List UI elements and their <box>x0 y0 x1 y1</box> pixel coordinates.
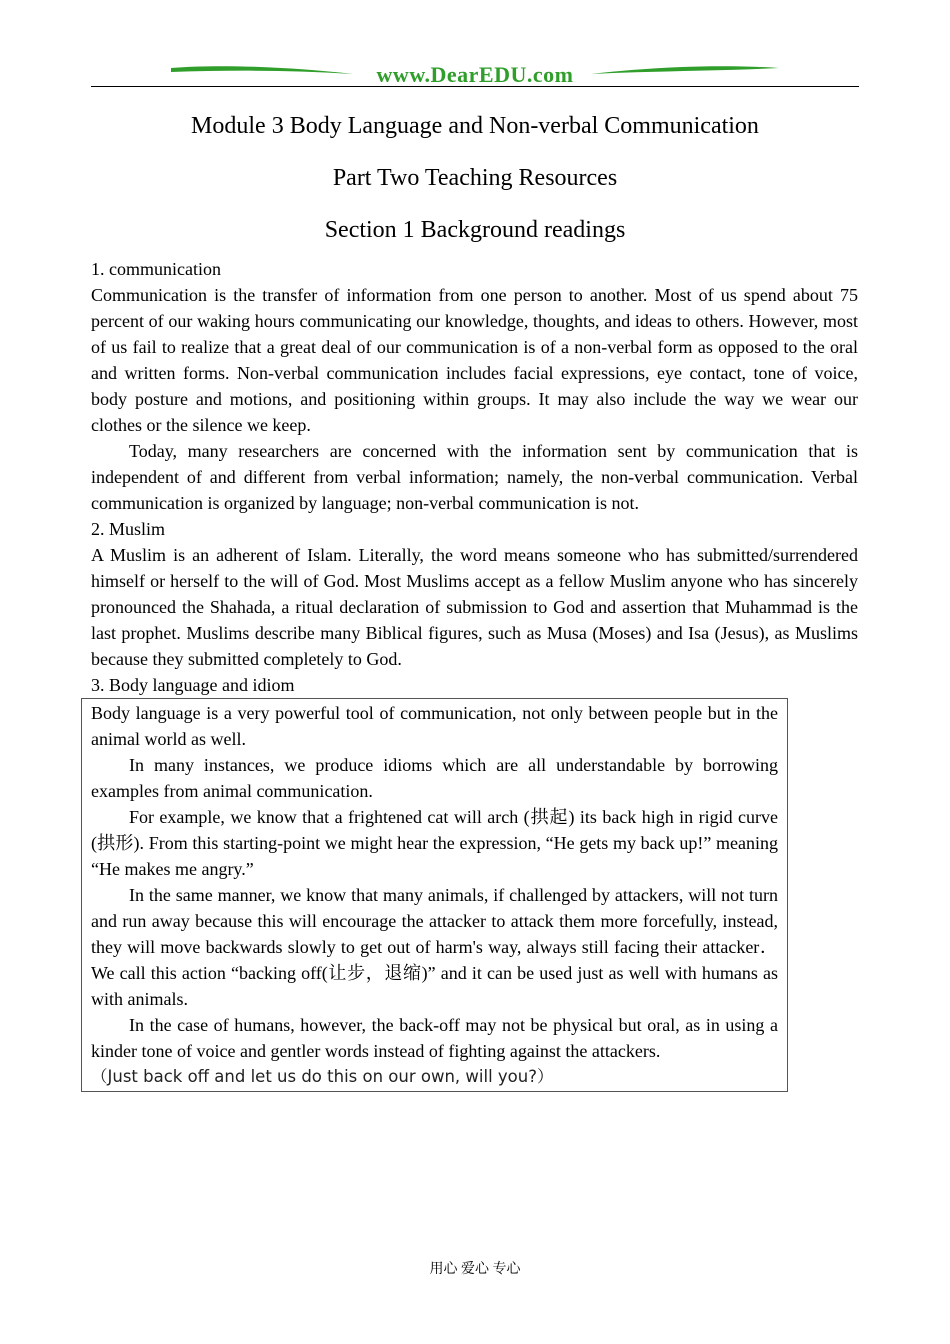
module-title: Module 3 Body Language and Non-verbal Communication <box>191 113 759 139</box>
document-body <box>91 256 858 1092</box>
site-logo[interactable]: www.DearEDU.com <box>376 62 574 87</box>
paragraph: Today, many researchers are concerned with the information sent by communication that is independent of and different from verbal information; namely, the non-verbal communication. Verbal communication is organized by language; non-verbal communication is not. <box>91 441 858 513</box>
header-rule <box>91 86 859 87</box>
paragraph: In many instances, we produce idioms which are all understandable by borrowing examples from animal communication. <box>91 755 778 801</box>
section-title: Section 1 Background readings <box>324 217 626 243</box>
section-heading-body-language: 3. Body language and idiom <box>91 675 295 695</box>
part-title: Part Two Teaching Resources <box>332 165 618 191</box>
paragraph: Body language is a very powerful tool of communication, not only between people but in the animal world as well. <box>91 703 778 749</box>
page-footer: 用心 爱心 专心 <box>429 1262 521 1277</box>
page-header <box>91 58 859 92</box>
paragraph: In the same manner, we know that many animals, if challenged by attackers, will not turn and run away because this will encourage the attacker to attack them more forcefully, instead, they will move backwards slowly to get out of harm's way, always still facing their attacker．We call this action “backing off(让步，退缩)” and it can be used just as well with humans as with animals. <box>91 885 778 1009</box>
example-quote: （Just back off and let us do this on our own, will you?） <box>91 1067 554 1086</box>
idiom-text-box <box>81 698 788 1092</box>
paragraph: A Muslim is an adherent of Islam. Literally, the word means someone who has submitted/surrendered himself or herself to the will of God. Most Muslims accept as a fellow Muslim anyone who has sincerely pronounced the Shahada, a ritual declaration of submission to God and assertion that Muhammad is the last prophet. Muslims describe many Biblical figures, such as Musa (Moses) and Isa (Jesus), as Muslims because they submitted completely to God. <box>91 545 858 669</box>
paragraph: Communication is the transfer of information from one person to another. Most of us spend about 75 percent of our waking hours communicating our knowledge, thoughts, and ideas to others. However, most of us fail to realize that a great deal of our communication is of a non-verbal form as opposed to the oral and written forms. Non-verbal communication includes facial expressions, eye contact, tone of voice, body posture and motions, and positioning within groups. It may also include the way we wear our clothes or the silence we keep. <box>91 285 858 435</box>
paragraph: In the case of humans, however, the back-off may not be physical but oral, as in using a kinder tone of voice and gentler words instead of fighting against the attackers. <box>91 1015 778 1061</box>
paragraph: For example, we know that a frightened cat will arch (拱起) its back high in rigid curve (拱形). From this starting-point we might hear the expression, “He gets my back up!” meaning “He makes me angry.” <box>91 807 778 879</box>
section-heading-muslim: 2. Muslim <box>91 519 166 539</box>
section-heading-communication: 1. communication <box>91 259 221 279</box>
